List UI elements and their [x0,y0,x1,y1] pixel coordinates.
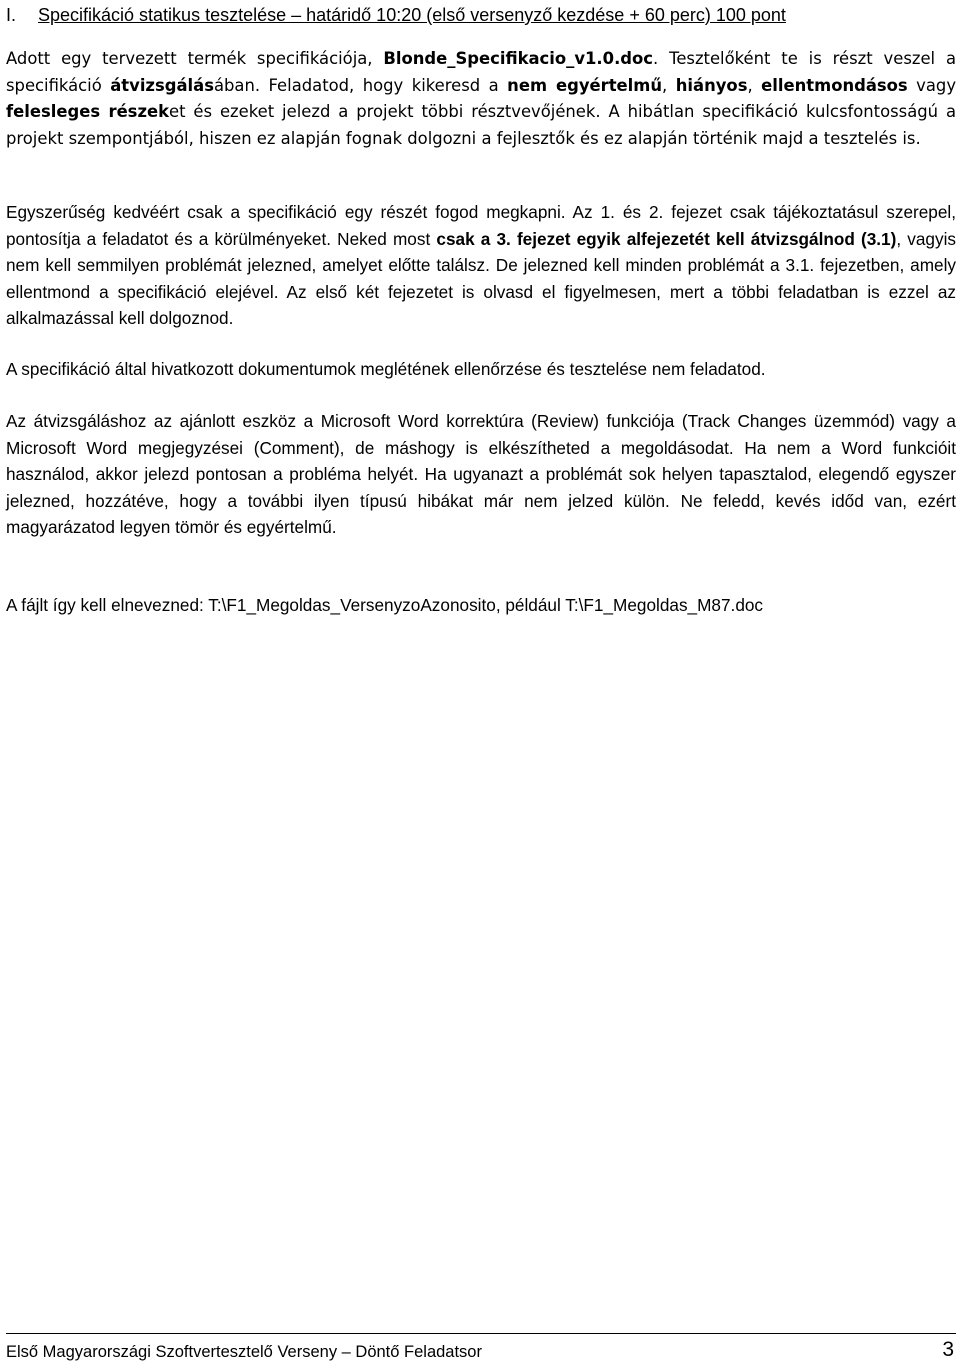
paragraph-scope [6,199,956,332]
paragraph-task-intro [6,46,956,152]
text-run: , vagyis nem kell semmilyen problémát jelezned, amelyet előtte találsz. De jelezned kell minden problémát a 3.1. fejezetben, amely ellentmond a specifikáció elejével. Az első két fejezetet is olvasd el figyelmesen, mert a többi feladatban is ezzel az alkalmazással kell dolgoznod. [6,228,956,328]
paragraph-tools: Az átvizsgáláshoz az ajánlott eszköz a Microsoft Word korrektúra (Review) funkciója (Track Changes üzemmód) vagy a Microsoft Word megjegyzései (Comment), de máshogy is elkészítheted a megoldásodat. Ha nem a Word funkcióit használod, akkor jelezd pontosan a probléma helyét. Ha ugyanazt a problémát sok helyen tapasztalod, elegendő egyszer jelezned, hozzátéve, hogy a további ilyen típusú hibákat már nem jelzed külön. Ne feledd, kevés időd van, ezért magyarázatod legyen tömör és egyértelmű. [6,411,956,537]
text-run: ában. Feladatod, hogy kikeresd a [213,75,508,95]
bold-term: nem egyértelmű [507,75,663,95]
text-run: Egyszerűség kedvéért csak a specifikáció egy részét fogod megkapni. Az 1. és 2. fejezet csak tájékoztatásul szerepel, pontosítja a feladatot és a körülményeket. Neked most [6,202,956,249]
text-run: , [662,75,676,95]
text-run: Adott egy tervezett termék specifikációja, [6,49,384,68]
footer-divider [6,1333,956,1334]
text-run: vagy [907,75,957,95]
section-title: Specifikáció statikus tesztelése – határidő 10:20 (első versenyző kezdése + 60 perc) 100 pont [38,5,786,25]
spec-filename: Blonde_Specifikacio_v1.0.doc [383,49,654,68]
page-number: 3 [942,1338,954,1361]
bold-term: felesleges részek [6,102,169,121]
text-run: et és ezeket jelezd a projekt többi résztvevőjének. A hibátlan specifikáció kulcsfontosságú a projekt szempontjából, hiszen ez alapján fognak dolgozni a fejlesztők és ez alapján történik majd a tesztelés is. [6,102,956,148]
text-run: , [747,75,762,95]
paragraph-filename: A fájlt így kell elnevezned: T:\F1_Megoldas_VersenyzoAzonosito, például T:\F1_Megoldas_M87.doc [6,595,764,615]
section-heading [6,2,956,28]
bold-term: ellentmondásos [761,75,908,95]
bold-term: hiányos [675,75,748,95]
footer-text: Első Magyarországi Szoftvertesztelő Verseny – Döntő Feladatsor [6,1343,482,1361]
text-run: . Tesztelőként te is részt veszel a specifikáció [6,49,957,95]
paragraph-references: A specifikáció által hivatkozott dokumentumok meglétének ellenőrzése és tesztelése nem feladatod. [6,359,766,379]
bold-term: csak a 3. fejezet egyik alfejezetét kell átvizsgálnod (3.1) [436,228,897,249]
bold-term: átvizsgálás [110,75,214,95]
section-number: I. [6,5,17,25]
